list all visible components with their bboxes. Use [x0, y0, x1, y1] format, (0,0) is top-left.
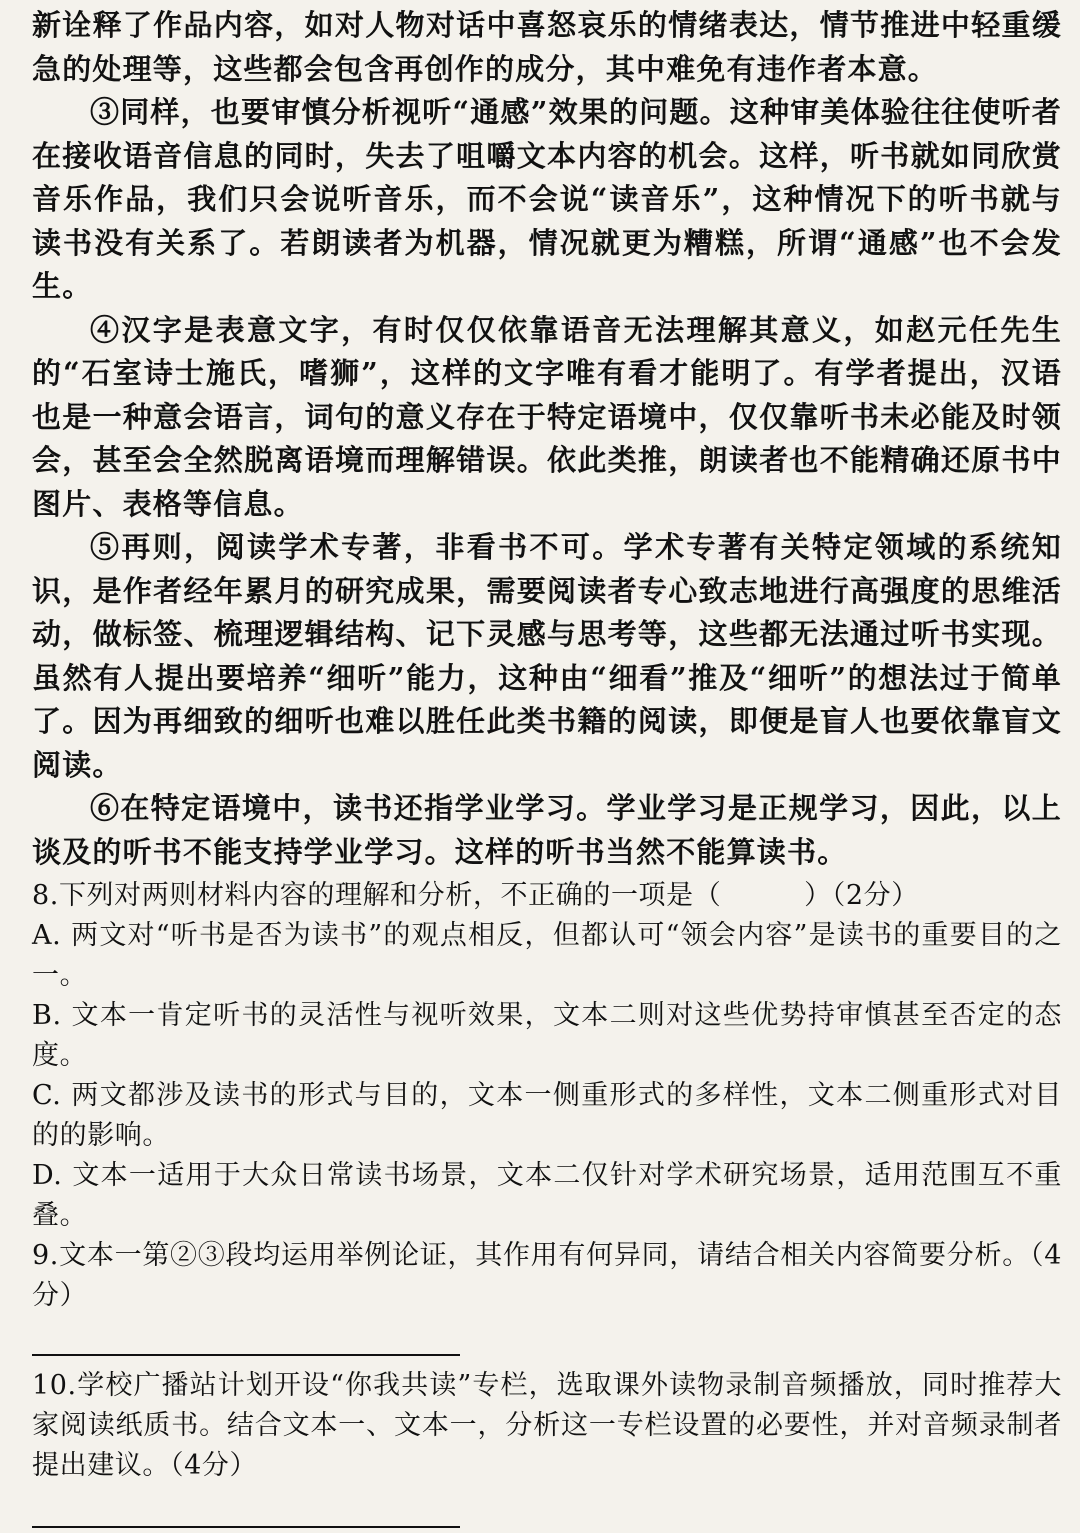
passage-paragraph-4: ④汉字是表意文字，有时仅仅依靠语音无法理解其意义，如赵元任先生的“石室诗士施氏，嗜狮”，这样的文字唯有看才能明了。有学者提出，汉语也是一种意会语言，词句的意义存在于特定语境中，仅仅靠听书未必能及时领会，甚至会全然脱离语境而理解错误。依此类推，朗读者也不能精确还原书中图片、表格等信息。 — [32, 312, 1062, 521]
answer-line-q9[interactable] — [32, 1354, 460, 1356]
passage-paragraph-continued: 新诠释了作品内容，如对人物对话中喜怒哀乐的情绪表达，情节推进中轻重缓急的处理等，这些都会包含再创作的成分，其中难免有违作者本意。 — [32, 8, 1062, 86]
question-8-stem: 8.下列对两则材料内容的理解和分析，不正确的一项是（ ）（2分） — [32, 880, 919, 911]
passage-paragraph-5: ⑤再则，阅读学术专著，非看书不可。学术专著有关特定领域的系统知识，是作者经年累月的研究成果，需要阅读者专心致志地进行高强度的思维活动，做标签、梳理逻辑结构、记下灵感与思考等，这些都无法通过听书实现。虽然有人提出要培养“细听”能力，这种由“细看”推及“细听”的想法过于简单了。因为再细致的细听也难以胜任此类书籍的阅读，即便是盲人也要依靠盲文阅读。 — [32, 530, 1062, 782]
question-8-option-b[interactable]: B. 文本一肯定听书的灵活性与视听效果，文本二则对这些优势持审慎甚至否定的态度。 — [32, 1000, 1062, 1071]
question-10-stem: 10.学校广播站计划开设“你我共读”专栏，选取课外读物录制音频播放，同时推荐大家阅读纸质书。结合文本一、文本一，分析这一专栏设置的必要性，并对音频录制者提出建议。（4分） — [32, 1370, 1062, 1481]
question-8-option-c[interactable]: C. 两文都涉及读书的形式与目的，文本一侧重形式的多样性，文本二侧重形式对目的的影响。 — [32, 1080, 1062, 1151]
reading-passage — [32, 0, 1062, 874]
question-8-option-d[interactable]: D. 文本一适用于大众日常读书场景，文本二仅针对学术研究场景，适用范围互不重叠。 — [32, 1160, 1062, 1231]
question-9-stem: 9.文本一第②③段均运用举例论证，其作用有何异同，请结合相关内容简要分析。（4分） — [32, 1240, 1062, 1311]
question-8-option-a[interactable]: A. 两文对“听书是否为读书”的观点相反，但都认可“领会内容”是读书的重要目的之一。 — [32, 920, 1062, 991]
passage-paragraph-3: ③同样，也要审慎分析视听“通感”效果的问题。这种审美体验往往使听者在接收语音信息的同时，失去了咀嚼文本内容的机会。这样，听书就如同欣赏音乐作品，我们只会说听音乐，而不会说“读音乐”，这种情况下的听书就与读书没有关系了。若朗读者为机器，情况就更为糟糕，所谓“通感”也不会发生。 — [32, 95, 1062, 303]
question-section — [32, 876, 1062, 1528]
passage-paragraph-6: ⑥在特定语境中，读书还指学业学习。学业学习是正规学习，因此，以上谈及的听书不能支持学业学习。这样的听书当然不能算读书。 — [32, 791, 1062, 869]
answer-line-q10[interactable] — [32, 1526, 460, 1528]
